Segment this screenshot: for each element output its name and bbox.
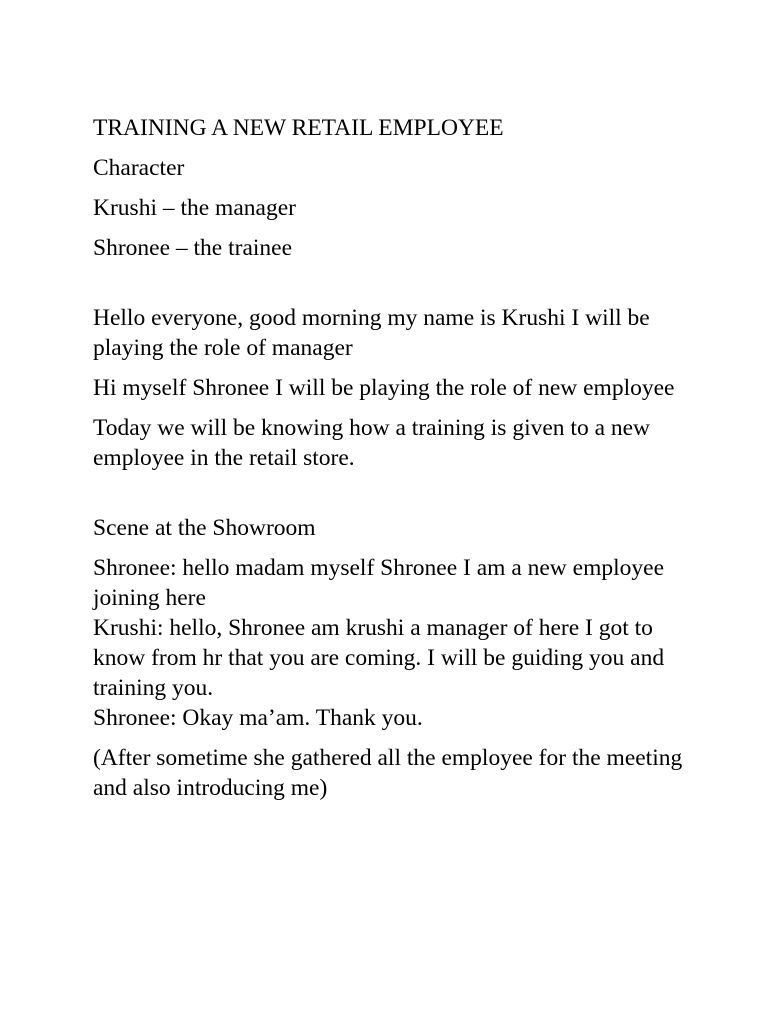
dialogue-line: Shronee: hello madam myself Shronee I am a new employee joining here: [93, 555, 664, 611]
scene-heading: Scene at the Showroom: [93, 515, 316, 541]
characters-heading: Character: [93, 155, 185, 181]
intro-paragraph: Today we will be knowing how a training is given to a new employee in the retail store.: [93, 415, 651, 471]
spacer: [93, 273, 693, 303]
spacer: [93, 483, 693, 513]
intro-paragraph: Hi myself Shronee I will be playing the role of new employee: [93, 375, 675, 401]
stage-direction: (After sometime she gathered all the employee for the meeting and also introducing me): [93, 745, 683, 801]
intro-paragraph: Hello everyone, good morning my name is Krushi I will be playing the role of manager: [93, 305, 650, 361]
dialogue-line: Krushi: hello, Shronee am krushi a manager of here I got to know from hr that you are coming. I will be guiding you and training you.: [93, 615, 665, 701]
dialogue-line: Shronee: Okay ma’am. Thank you.: [93, 705, 423, 731]
document-body: [93, 113, 693, 813]
document-title: TRAINING A NEW RETAIL EMPLOYEE: [93, 115, 504, 141]
character-trainee: Shronee – the trainee: [93, 235, 293, 261]
character-manager: Krushi – the manager: [93, 195, 296, 221]
